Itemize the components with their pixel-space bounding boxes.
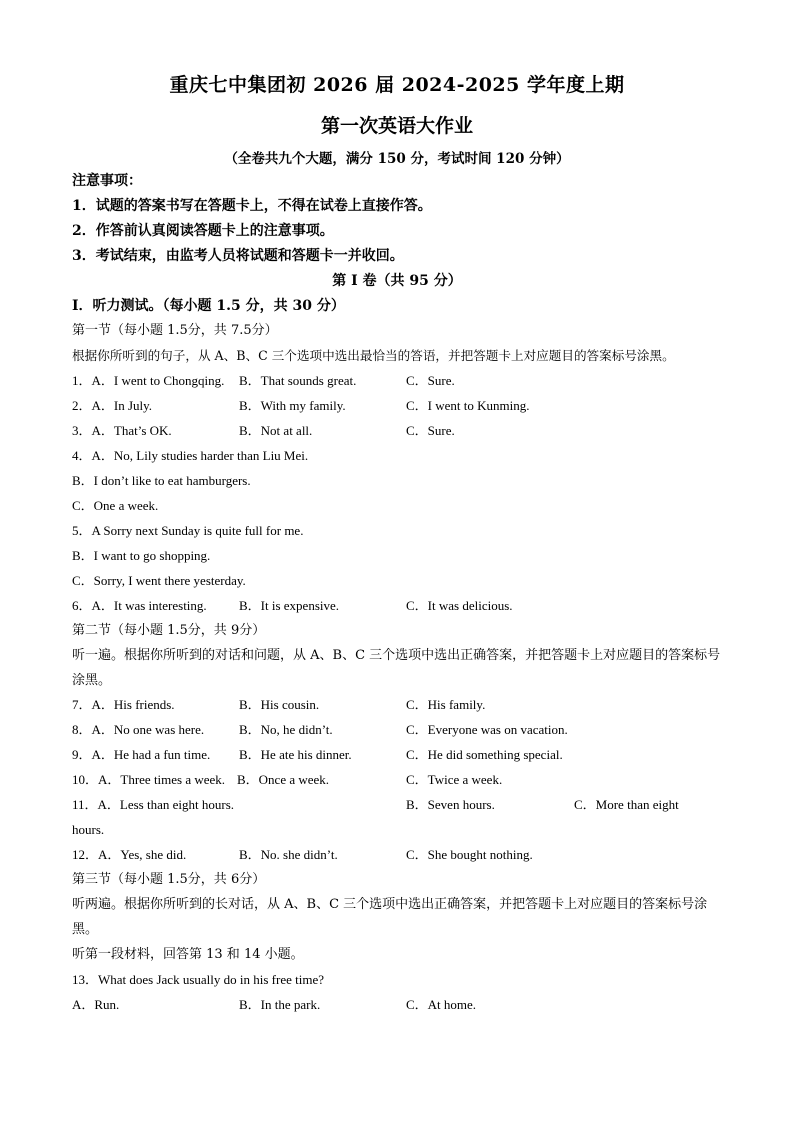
q1-option-a: 1．A．I went to Chongqing. <box>72 373 225 388</box>
q9-option-c: C．He did something special. <box>406 747 563 762</box>
material-note: 听第一段材料，回答第 13 和 14 小题。 <box>72 947 304 962</box>
q13-option-c: C．At home. <box>406 997 477 1012</box>
q1-option-c: C．Sure. <box>406 373 455 388</box>
q5-option-c: C．Sorry, I went there yesterday. <box>72 573 246 588</box>
q4-option-b: B．I don’t like to eat hamburgers. <box>72 473 251 488</box>
q5-option-a: 5．A Sorry next Sunday is quite full for me. <box>72 523 304 538</box>
q11-option-b: B．Seven hours. <box>406 797 495 812</box>
q6-option-c: C．It was delicious. <box>406 598 513 613</box>
q8-option-c: C．Everyone was on vacation. <box>406 722 568 737</box>
q4-option-a: 4．A．No, Lily studies harder than Liu Mei. <box>72 448 309 463</box>
q7-option-c: C．His family. <box>406 697 486 712</box>
q13-stem: 13．What does Jack usually do in his free time? <box>72 972 324 987</box>
exam-title: 重庆七中集团初 2026 届 2024-2025 学年度上期 <box>169 74 625 96</box>
q4-option-c: C．One a week. <box>72 498 159 513</box>
q8-option-b: B．No, he didn’t. <box>239 722 333 737</box>
q3-option-a: 3．A．That’s OK. <box>72 423 172 438</box>
note-item: 2．作答前认真阅读答题卡上的注意事项。 <box>72 223 334 239</box>
note-item: 3．考试结束，由监考人员将试题和答题卡一并收回。 <box>72 248 404 264</box>
q12-option-c: C．She bought nothing. <box>406 847 533 862</box>
q10-option-b: B．Once a week. <box>237 772 330 787</box>
q7-option-a: 7．A．His friends. <box>72 697 175 712</box>
q11-option-c-wrap: hours. <box>72 822 105 837</box>
q12-option-b: B．No. she didn’t. <box>239 847 338 862</box>
q9-option-b: B．He ate his dinner. <box>239 747 352 762</box>
q2-option-a: 2．A．In July. <box>72 398 153 413</box>
q12-option-a: 12．A．Yes, she did. <box>72 847 187 862</box>
q5-option-b: B．I want to go shopping. <box>72 548 211 563</box>
volume-heading: 第 I 卷（共 95 分） <box>332 273 462 289</box>
q8-option-a: 8．A．No one was here. <box>72 722 205 737</box>
notes-heading: 注意事项： <box>72 173 142 189</box>
section3-heading: 第三节（每小题 1.5分，共 6分） <box>72 872 266 887</box>
exam-info: （全卷共九个大题，满分 150 分，考试时间 120 分钟） <box>224 151 570 167</box>
exam-subtitle-title: 第一次英语大作业 <box>320 115 473 137</box>
part1-heading: I．听力测试。（每小题 1.5 分，共 30 分） <box>72 298 345 314</box>
q3-option-c: C．Sure. <box>406 423 455 438</box>
section1-heading: 第一节（每小题 1.5分，共 7.5分） <box>72 323 278 338</box>
section1-instruction: 根据你所听到的句子，从 A、B、C 三个选项中选出最恰当的答语，并把答题卡上对应题目的答案标号涂黑。 <box>72 348 675 363</box>
q10-option-a: 10．A．Three times a week. <box>72 772 226 787</box>
q10-option-c: C．Twice a week. <box>406 772 503 787</box>
q7-option-b: B．His cousin. <box>239 697 320 712</box>
q13-option-a: A．Run. <box>72 997 120 1012</box>
q11-option-c: C．More than eight <box>574 797 679 812</box>
q11-option-a: 11．A．Less than eight hours. <box>72 797 234 812</box>
q13-option-b: B．In the park. <box>239 997 321 1012</box>
q3-option-b: B．Not at all. <box>239 423 313 438</box>
section2-heading: 第二节（每小题 1.5分，共 9分） <box>72 623 266 638</box>
q2-option-b: B．With my family. <box>239 398 346 413</box>
section3-instruction: 听两遍。根据你所听到的长对话，从 A、B、C 三个选项中选出正确答案，并把答题卡上对应题目的答案标号涂黑。 <box>72 897 708 937</box>
q9-option-a: 9．A．He had a fun time. <box>72 747 211 762</box>
q6-option-a: 6．A．It was interesting. <box>72 598 207 613</box>
q1-option-b: B．That sounds great. <box>239 373 357 388</box>
q2-option-c: C．I went to Kunming. <box>406 398 530 413</box>
section2-instruction: 听一遍。根据你所听到的对话和问题，从 A、B、C 三个选项中选出正确答案，并把答题卡上对应题目的答案标号涂黑。 <box>72 648 721 688</box>
note-item: 1．试题的答案书写在答题卡上，不得在试卷上直接作答。 <box>72 198 432 214</box>
q6-option-b: B．It is expensive. <box>239 598 340 613</box>
